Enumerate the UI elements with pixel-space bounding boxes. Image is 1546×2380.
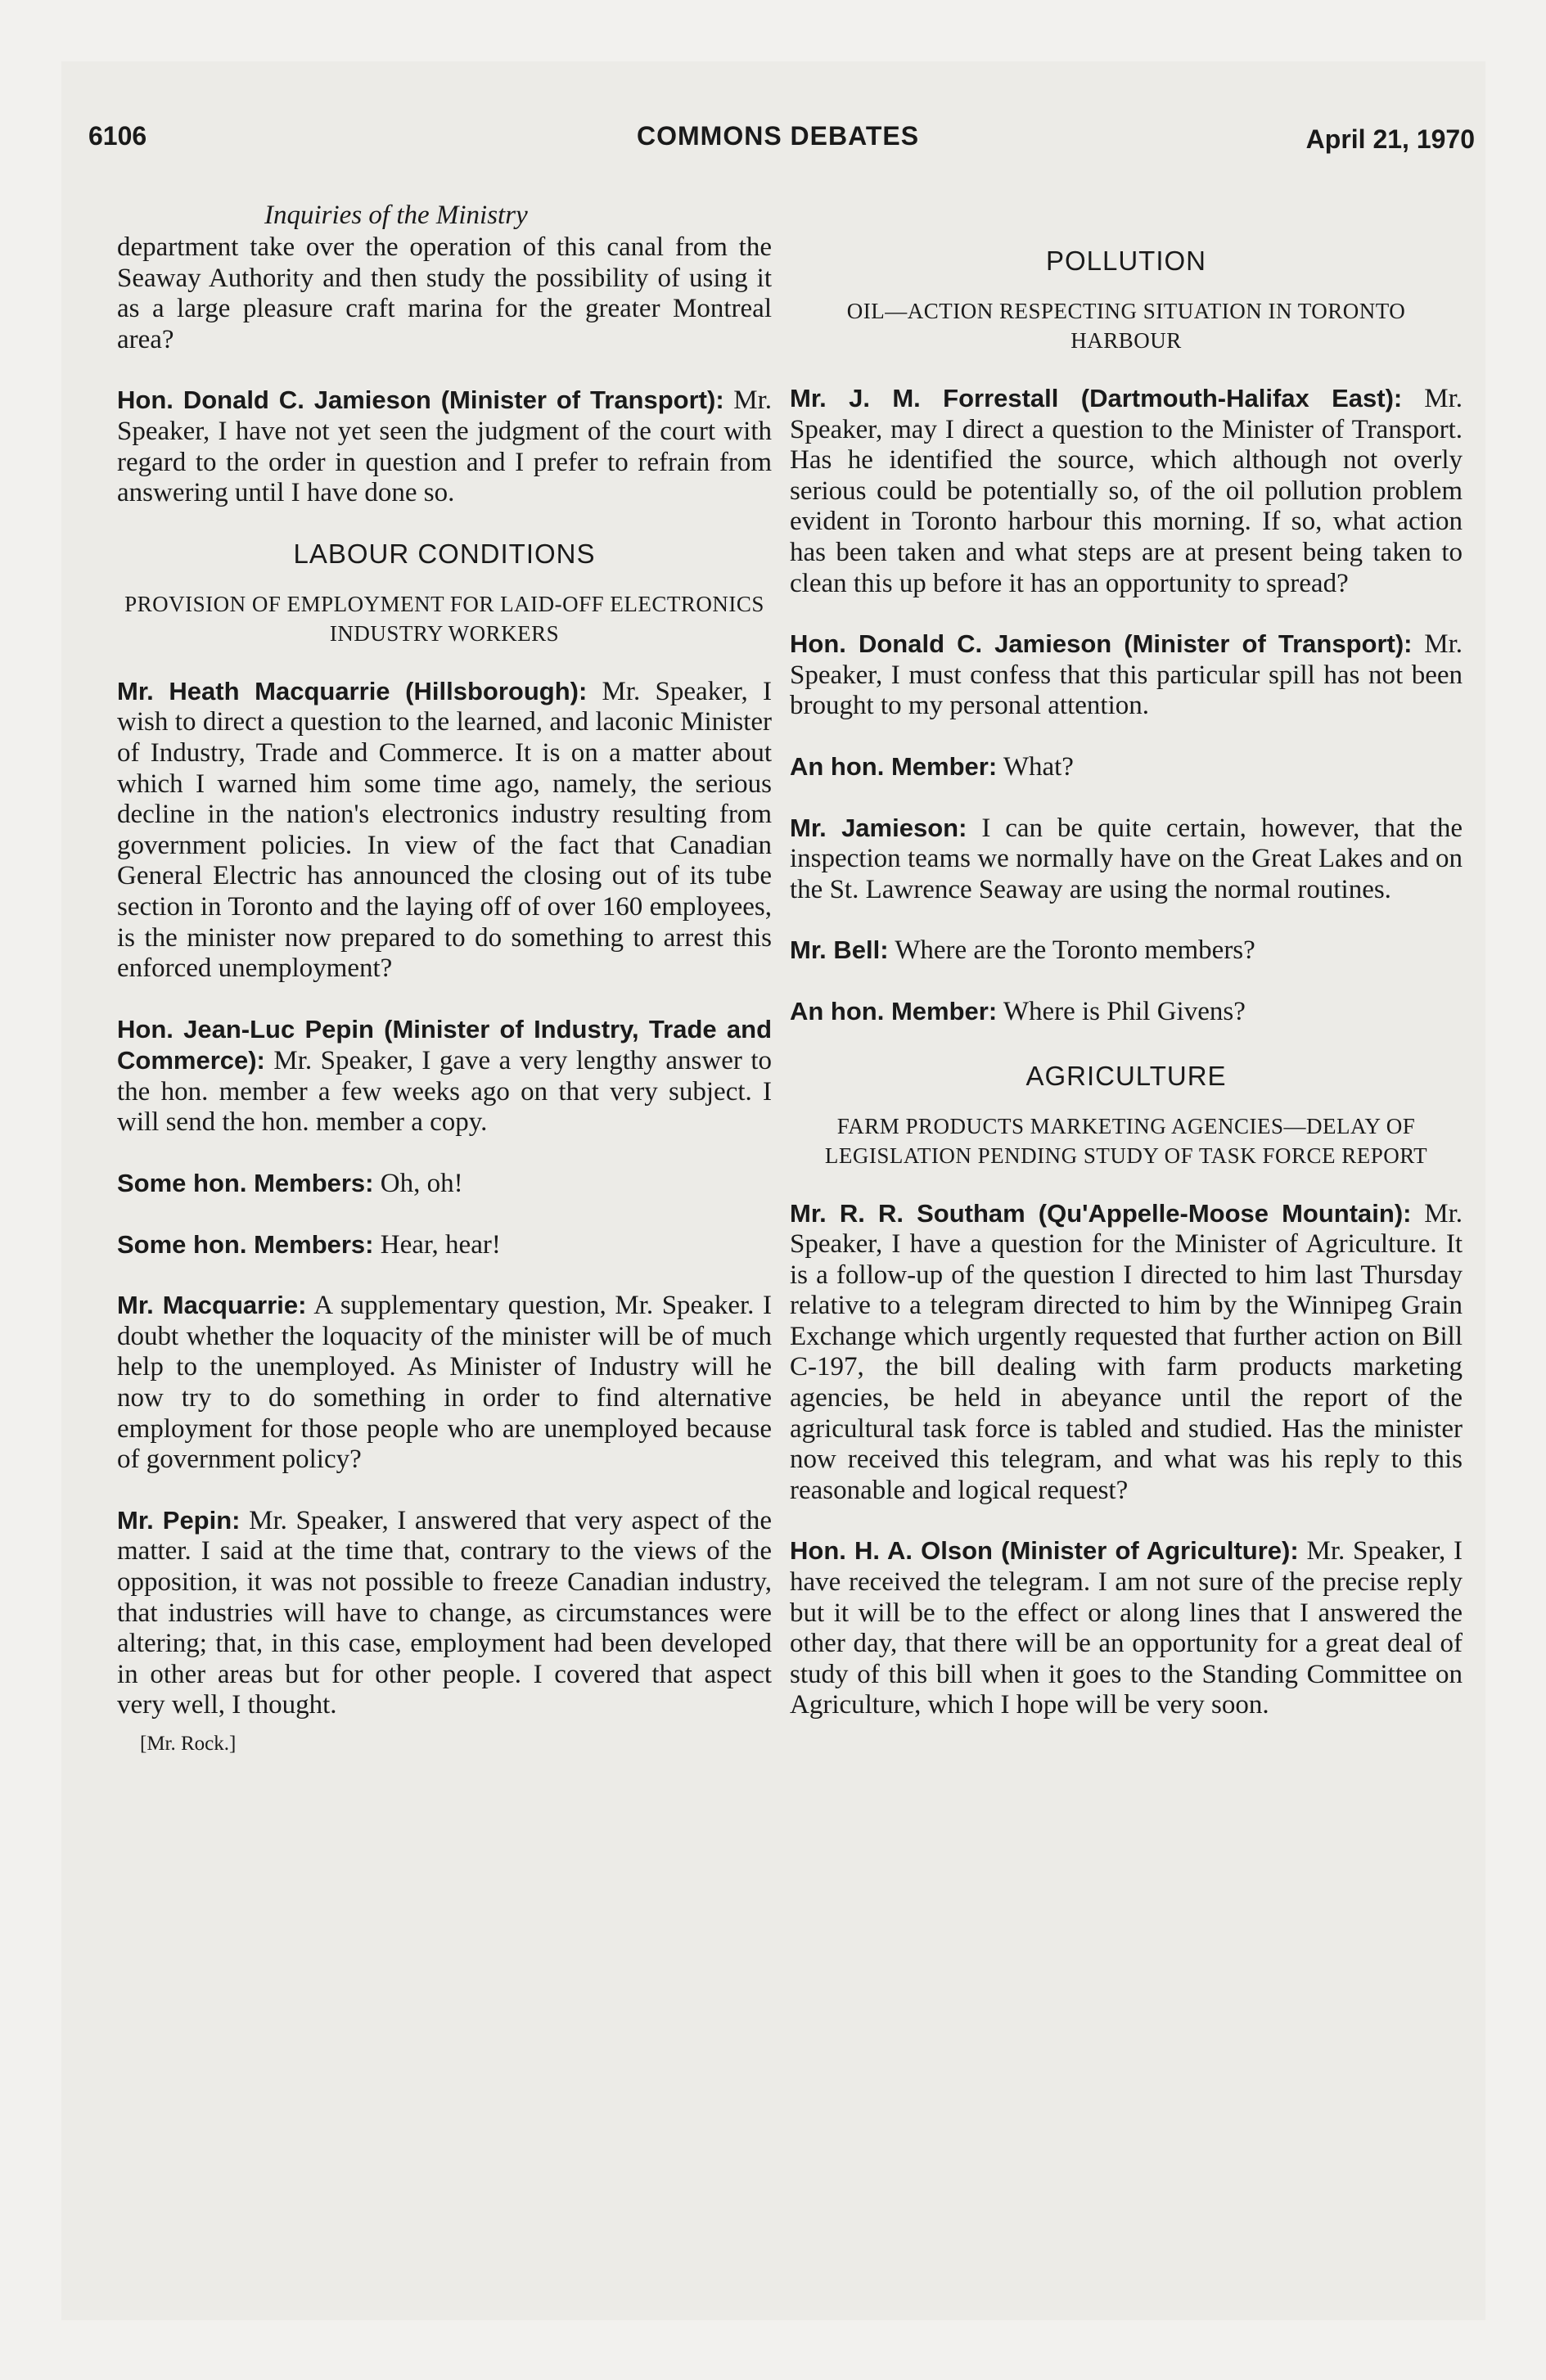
paragraph bbox=[117, 1505, 772, 1721]
paragraph bbox=[790, 751, 1463, 783]
paragraph bbox=[117, 676, 772, 985]
paragraph bbox=[790, 996, 1463, 1028]
speaker-name: Hon. Jean-Luc Pepin (Minister of Industry, Trade and Commerce): bbox=[117, 1014, 772, 1075]
paragraph bbox=[790, 629, 1463, 722]
paragraph-text: Oh, oh! bbox=[373, 1169, 463, 1199]
paragraph-text: Mr. Speaker, I wish to direct a question to the learned, and laconic Minister of Industry, Trade and Commerce. It is on a matter about which I warned him some time ago, namely, the serious decline in the nation's electronics industry resulting from government policies. In view of the fact that Canadian General Electric has announced the closing out of its tube section in Toronto and the laying off of over 160 employees, is the minister now prepared to do something to arrest this enforced unemployment? bbox=[117, 676, 772, 984]
publication-title: COMMONS DEBATES bbox=[637, 121, 920, 151]
paragraph bbox=[117, 232, 772, 355]
page-number: 6106 bbox=[88, 121, 147, 151]
speaker-name: Mr. Pepin: bbox=[117, 1505, 241, 1535]
subsection-heading: PROVISION OF EMPLOYMENT FOR LAID-OFF ELECTRONICS INDUSTRY WORKERS bbox=[124, 591, 764, 646]
speaker-name: An hon. Member: bbox=[790, 751, 998, 781]
subsection-heading: FARM PRODUCTS MARKETING AGENCIES—DELAY OF LEGISLATION PENDING STUDY OF TASK FORCE REPORT bbox=[824, 1113, 1428, 1168]
speaker-name: Some hon. Members: bbox=[117, 1229, 374, 1259]
speaker-name: Mr. R. R. Southam (Qu'Appelle-Moose Mountain): bbox=[790, 1198, 1412, 1228]
left-column bbox=[117, 201, 772, 1756]
speaker-name: Mr. Bell: bbox=[790, 935, 889, 965]
paragraph-text: A supplementary question, Mr. Speaker. I doubt whether the loquacity of the minister will be of much help to the unemployed. As Minister of Industry will he now try to do something in order to find alternative employment for those people who are unemployed because of government policy? bbox=[117, 1291, 772, 1475]
speaker-name: An hon. Member: bbox=[790, 996, 998, 1025]
subsection-heading: OIL—ACTION RESPECTING SITUATION IN TORONTO HARBOUR bbox=[846, 299, 1406, 353]
paragraph bbox=[790, 813, 1463, 906]
right-column bbox=[790, 205, 1463, 1751]
paragraph bbox=[117, 1229, 772, 1261]
speaker-name: Mr. Jamieson: bbox=[790, 813, 967, 842]
paragraph-text: Mr. Speaker, I answered that very aspect of the matter. I said at the time that, contrary to the views of the opposition, it was not possible to freeze Canadian industry, that industries will have to change, as circumstances were altering; that, in this case, employment had been developed in other areas but for other people. I covered that aspect very well, I thought. bbox=[117, 1505, 772, 1720]
paragraph-text: Mr. Speaker, I gave a very lengthy answer to the hon. member a few weeks ago on that very subject. I will send the hon. member a copy. bbox=[117, 1046, 772, 1138]
paragraph-text: What? bbox=[997, 751, 1074, 782]
paragraph bbox=[117, 1290, 772, 1476]
paragraph bbox=[790, 1535, 1463, 1721]
speaker-name: Some hon. Members: bbox=[117, 1169, 374, 1198]
paragraph bbox=[790, 383, 1463, 599]
paragraph bbox=[117, 385, 772, 508]
paragraph-text: Mr. Speaker, I have received the telegram. I am not sure of the precise reply but it will be to the effect or along lines that I answered the other day, that there will be an opportunity for a great deal of study of this bill when it goes to the Standing Committee on Agriculture, which I hope will be very soon. bbox=[790, 1536, 1463, 1720]
paragraph-text: Mr. Speaker, I have a question for the Minister of Agriculture. It is a follow-up of the question I directed to him last Thursday relative to a telegram directed to him by the Winnipeg Grain Exchange which urgently requested that further action on Bill C-197, the bill dealing with farm products marketing agencies, be held in abeyance until the report of the agricultural task force is tabled and studied. Has the minister now received this telegram, and what was his reply to this reasonable and logical request? bbox=[790, 1198, 1463, 1505]
paragraph bbox=[117, 1014, 772, 1138]
running-head: Inquiries of the Ministry bbox=[264, 201, 528, 230]
paragraph-text: department take over the operation of this canal from the Seaway Authority and then study the possibility of using it as a large pleasure craft marina for the greater Montreal area? bbox=[117, 232, 772, 354]
paragraph-text: Hear, hear! bbox=[373, 1229, 501, 1260]
speaker-name: Hon. H. A. Olson (Minister of Agriculture): bbox=[790, 1536, 1299, 1566]
speaker-name: Hon. Donald C. Jamieson (Minister of Transport): bbox=[790, 629, 1413, 659]
speaker-name: Mr. J. M. Forrestall (Dartmouth-Halifax East): bbox=[790, 384, 1403, 412]
paragraph bbox=[790, 1198, 1463, 1507]
section-heading: LABOUR CONDITIONS bbox=[293, 538, 596, 569]
paragraph-text: Mr. Speaker, I must confess that this particular spill has not been brought to my personal attention. bbox=[790, 629, 1463, 721]
page-footer: [Mr. Rock.] bbox=[140, 1732, 237, 1755]
paragraph-text: I can be quite certain, however, that the inspection teams we normally have on the Great Lakes and on the St. Lawrence Seaway are using the normal routines. bbox=[790, 813, 1463, 904]
paragraph bbox=[790, 935, 1463, 967]
section-heading: POLLUTION bbox=[1045, 246, 1207, 276]
paragraph-text: Where are the Toronto members? bbox=[888, 935, 1255, 966]
section-heading: AGRICULTURE bbox=[1025, 1060, 1227, 1091]
page-date: April 21, 1970 bbox=[1305, 124, 1475, 154]
speaker-name: Mr. Macquarrie: bbox=[117, 1291, 307, 1320]
speaker-name: Mr. Heath Macquarrie (Hillsborough): bbox=[117, 676, 588, 705]
paragraph bbox=[117, 1168, 772, 1200]
paragraph-text: Mr. Speaker, may I direct a question to the Minister of Transport. Has he identified the source, which although not overly serious could be potentially so, of the oil pollution problem evident in Toronto harbour this morning. If so, what action has been taken and what steps are at present being taken to clean this up before it has an opportunity to spread? bbox=[790, 384, 1463, 598]
speaker-name: Hon. Donald C. Jamieson (Minister of Transport): bbox=[117, 385, 724, 415]
paragraph-text: Where is Phil Givens? bbox=[997, 996, 1246, 1026]
paragraph-text: Mr. Speaker, I have not yet seen the judgment of the court with regard to the order in question and I prefer to refrain from answering until I have done so. bbox=[117, 385, 772, 508]
page-header bbox=[88, 121, 1475, 170]
